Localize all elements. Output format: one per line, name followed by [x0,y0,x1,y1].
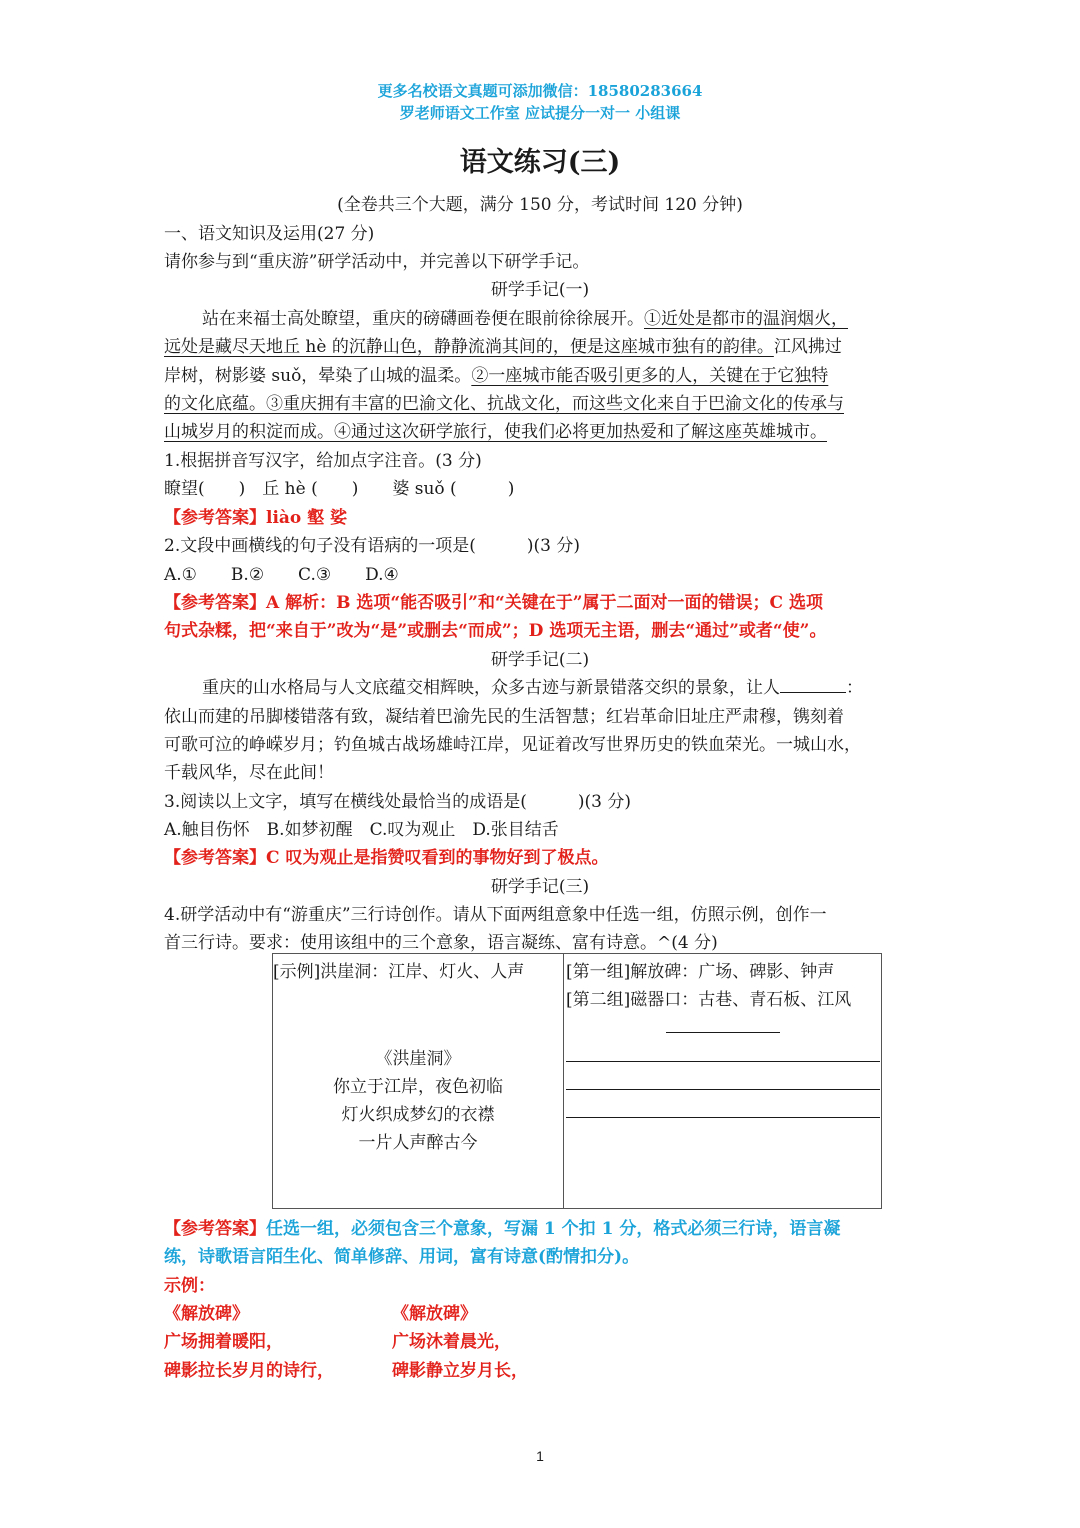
answer-1-text: liào 壑 娑 [266,508,348,528]
question-3-options: A.触目伤怀 B.如梦初醒 C.叹为观止 D.张目结舌 [164,820,559,840]
answer-4-line-2: 练，诗歌语言陌生化、简单修辞、用词，富有诗意(酌情扣分)。 [164,1247,640,1267]
question-1-stem: 1.根据拼音写汉字，给加点字注音。(3 分) [164,451,482,471]
note2-line-2: 依山而建的吊脚楼错落有致，凝结着巴渝先民的生活智慧；红岩革命旧址庄严肃穆，镌刻着 [164,707,844,727]
sample-a-line-2: 碑影拉长岁月的诗行， [164,1361,334,1381]
answer-4-line-1 [164,1214,840,1239]
example-poem-title: 《洪崖洞》 [375,1049,461,1069]
answer-1 [164,503,347,528]
answer-4-label: 【参考答案】 [164,1219,266,1239]
example-heading: [示例]洪崖洞：江岸、灯火、人声 [273,962,525,982]
title-answer-line [666,1032,780,1033]
promo-header-line-1: 更多名校语文真题可添加微信：18580283664 [377,82,703,100]
sample-b-title: 《解放碑》 [392,1304,477,1324]
page-title: 语文练习(三) [459,147,621,178]
poem-answer-line-2 [566,1089,880,1090]
example-label: 示例： [164,1276,215,1296]
note-heading-1: 研学手记(一) [490,280,590,300]
promo-header-line-2: 罗老师语文工作室 应试提分一对一 小组课 [399,104,681,122]
question-3-stem: 3.阅读以上文字，填写在横线处最恰当的成语是( )(3 分) [164,792,631,812]
fill-in-blank [780,692,846,693]
answer-4-text-1: 任选一组，必须包含三个意象，写漏 1 个扣 1 分，格式必须三行诗，语言凝 [266,1219,841,1239]
exam-subtitle: (全卷共三个大题，满分 150 分，考试时间 120 分钟) [337,195,743,215]
question-4-stem-2: 首三行诗。要求：使用该组中的三个意象，语言凝练、富有诗意。^(4 分) [164,933,718,953]
note1-line-1-plain: 站在来福士高处瞭望，重庆的磅礴画卷便在眼前徐徐展开。 [202,309,644,329]
poem-answer-line-1 [566,1061,880,1062]
note1-line-5: 山城岁月的积淀而成。④通过这次研学旅行，使我们必将更加热爱和了解这座英雄城市。 [164,422,827,442]
note2-line-1-text: 重庆的山水格局与人文底蕴交相辉映，众多古迹与新景错落交织的景象，让人 [202,678,780,698]
note1-line-4: 的文化底蕴。③重庆拥有丰富的巴渝文化、抗战文化，而这些文化来自于巴渝文化的传承与 [164,394,844,414]
question-2-stem: 2.文段中画横线的句子没有语病的一项是( )(3 分) [164,536,580,556]
note2-line-4: 千载风华，尽在此间！ [164,763,334,783]
note1-line-1 [202,304,848,329]
note-heading-3: 研学手记(三) [490,877,590,897]
note2-line-1 [202,673,863,698]
poem-table [272,953,882,1209]
answer-2-line-1 [164,588,823,613]
note1-line-3 [164,361,828,386]
example-poem-line-3: 一片人声醉古今 [358,1133,478,1153]
answer-3-label: 【参考答案】 [164,848,266,868]
answer-1-label: 【参考答案】 [164,508,266,528]
note1-line-3-plain: 岸树，树影婆 suǒ，晕染了山城的温柔。 [164,366,472,386]
answer-2-text-1: A 解析：B 选项“能否吸引”和“关键在于”属于二面对一面的错误；C 选项 [266,593,823,613]
answer-2-label: 【参考答案】 [164,593,266,613]
note1-line-2-plain: 江风拂过 [773,337,842,357]
answer-2-line-2: 句式杂糅，把“来自于”改为“是”或删去“而成”；D 选项无主语，删去“通过”或者“使”。 [164,621,827,641]
group-2: [第二组]磁器口：古巷、青石板、江风 [566,990,852,1010]
sample-b-line-2: 碑影静立岁月长， [392,1361,528,1381]
note1-line-1-underlined: ①近处是都市的温润烟火， [644,309,848,329]
example-poem-line-2: 灯火织成梦幻的衣襟 [341,1105,495,1125]
page-number: 1 [536,1448,544,1464]
note1-line-2-underlined: 远处是藏尽天地丘 hè 的沉静山色，静静流淌其间的，便是这座城市独有的韵律。 [164,337,774,357]
section-intro: 请你参与到“重庆游”研学活动中，并完善以下研学手记。 [164,252,590,272]
note2-line-1-end: ： [846,678,863,698]
answer-3 [164,843,608,868]
answer-3-text: C 叹为观止是指赞叹看到的事物好到了极点。 [266,848,609,868]
question-4-stem-1: 4.研学活动中有“游重庆”三行诗创作。请从下面两组意象中任选一组，仿照示例，创作一 [164,905,827,925]
group-1: [第一组]解放碑：广场、碑影、钟声 [566,962,835,982]
sample-a-line-1: 广场拥着暖阳， [164,1332,283,1352]
section-heading: 一、语文知识及运用(27 分) [164,224,375,244]
note-heading-2: 研学手记(二) [490,650,590,670]
groups-cell [564,954,882,1209]
note1-line-2 [164,332,842,357]
sample-b-line-1: 广场沐着晨光， [392,1332,511,1352]
sample-a-title: 《解放碑》 [164,1304,249,1324]
question-2-options: A.① B.② C.③ D.④ [164,565,399,585]
note1-line-3-underlined: ②一座城市能否吸引更多的人，关键在于它独特 [471,366,829,386]
note2-line-3: 可歌可泣的峥嵘岁月；钓鱼城古战场雄峙江岸，见证着改写世界历史的铁血荣光。一城山水， [164,735,861,755]
question-1-items: 瞭望( ) 丘 hè ( ) 婆 suǒ ( ) [164,479,515,499]
example-cell [273,954,564,1209]
poem-answer-line-3 [566,1117,880,1118]
example-poem-line-1: 你立于江岸，夜色初临 [333,1077,503,1097]
